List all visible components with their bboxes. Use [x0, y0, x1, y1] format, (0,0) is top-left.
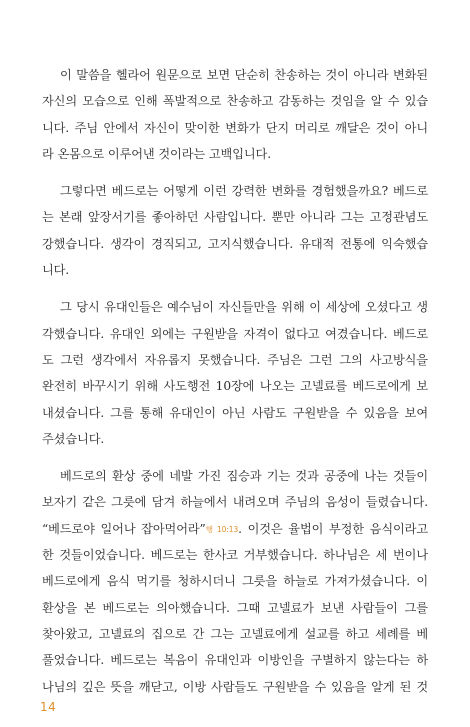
paragraph-1	[42, 62, 428, 167]
paragraph-3	[42, 294, 428, 452]
paragraph-line: 이 말씀을 헬라어 원문으로 보면 단순히 찬송하는 것이 아니라 변화된	[60, 68, 428, 82]
paragraph-line: 주셨습니다.	[42, 431, 105, 446]
scripture-quote: “베드로야 일어나 잡아먹어라”	[42, 521, 206, 536]
paragraph-line: 베드로의 환상 중에 네발 가진 짐승과 기는 것과 공중에 나는 것들이	[60, 469, 428, 484]
paragraph-line: 베드로에게 음식 먹기를 청하시더니 그릇을 하늘로 가져가셨습니다. 이	[42, 574, 428, 589]
paragraph-line: 나님의 깊은 뜻을 깨닫고, 이방 사람들도 구원받을 수 있음을 알게 된 것	[42, 679, 428, 694]
paragraph-line: 완전히 바꾸시기 위해 사도행전 10장에 나오는 고넬료를 베드로에게 보	[42, 379, 428, 394]
book-page-body	[42, 62, 428, 711]
paragraph-line: 그렇다면 베드로는 어떻게 이런 강력한 변화를 경험했을까요? 베드로	[60, 184, 428, 199]
paragraph-line: 니다.	[42, 263, 70, 278]
paragraph-2	[42, 178, 428, 283]
quote-line-rest: . 이것은 율법이 부정한 음식이라고	[238, 521, 429, 536]
page-number: 14	[40, 700, 57, 714]
paragraph-line: 그 당시 유대인들은 예수님이 자신들만을 위해 이 세상에 오셨다고 생	[60, 300, 428, 315]
paragraph-line: 도 그런 생각에서 자유롭지 못했습니다. 주님은 그런 그의 사고방식을	[42, 352, 428, 367]
paragraph-line: 보자기 같은 그릇에 담겨 하늘에서 내려오며 주님의 음성이 들렸습니다.	[42, 495, 428, 510]
paragraph-line: 라 온몸으로 이루어낸 것이라는 고백입니다.	[42, 146, 271, 161]
paragraph-4	[42, 463, 428, 700]
scripture-reference: 행 10:13	[205, 524, 239, 534]
paragraph-line: 는 본래 앞장서기를 좋아하던 사람입니다. 뿐만 아니라 그는 고정관념도	[42, 210, 428, 225]
paragraph-line: 강했습니다. 생각이 경직되고, 고지식했습니다. 유대적 전통에 익숙했습	[42, 236, 428, 251]
quote-line	[42, 516, 428, 542]
paragraph-line: 니다. 주님 안에서 자신이 맞이한 변화가 단지 머리로 깨달은 것이 아니	[42, 120, 428, 135]
paragraph-line: 한 것들이었습니다. 베드로는 한사코 거부했습니다. 하나님은 세 번이나	[42, 548, 428, 563]
paragraph-line: 자신의 모습으로 인해 폭발적으로 찬송하고 감동하는 것임을 알 수 있습	[42, 94, 428, 109]
paragraph-line: 각했습니다. 유대인 외에는 구원받을 자격이 없다고 여겼습니다. 베드로	[42, 326, 428, 341]
paragraph-line: 내셨습니다. 그를 통해 유대인이 아닌 사람도 구원받을 수 있음을 보여	[42, 405, 428, 420]
paragraph-line: 환상을 본 베드로는 의아했습니다. 그때 고넬료가 보낸 사람들이 그를	[42, 600, 428, 615]
paragraph-line: 풀었습니다. 베드로는 복음이 유대인과 이방인을 구별하지 않는다는 하	[42, 653, 428, 668]
paragraph-line: 찾아왔고, 고넬료의 집으로 간 그는 고넬료에게 설교를 하고 세례를 베	[42, 626, 428, 641]
